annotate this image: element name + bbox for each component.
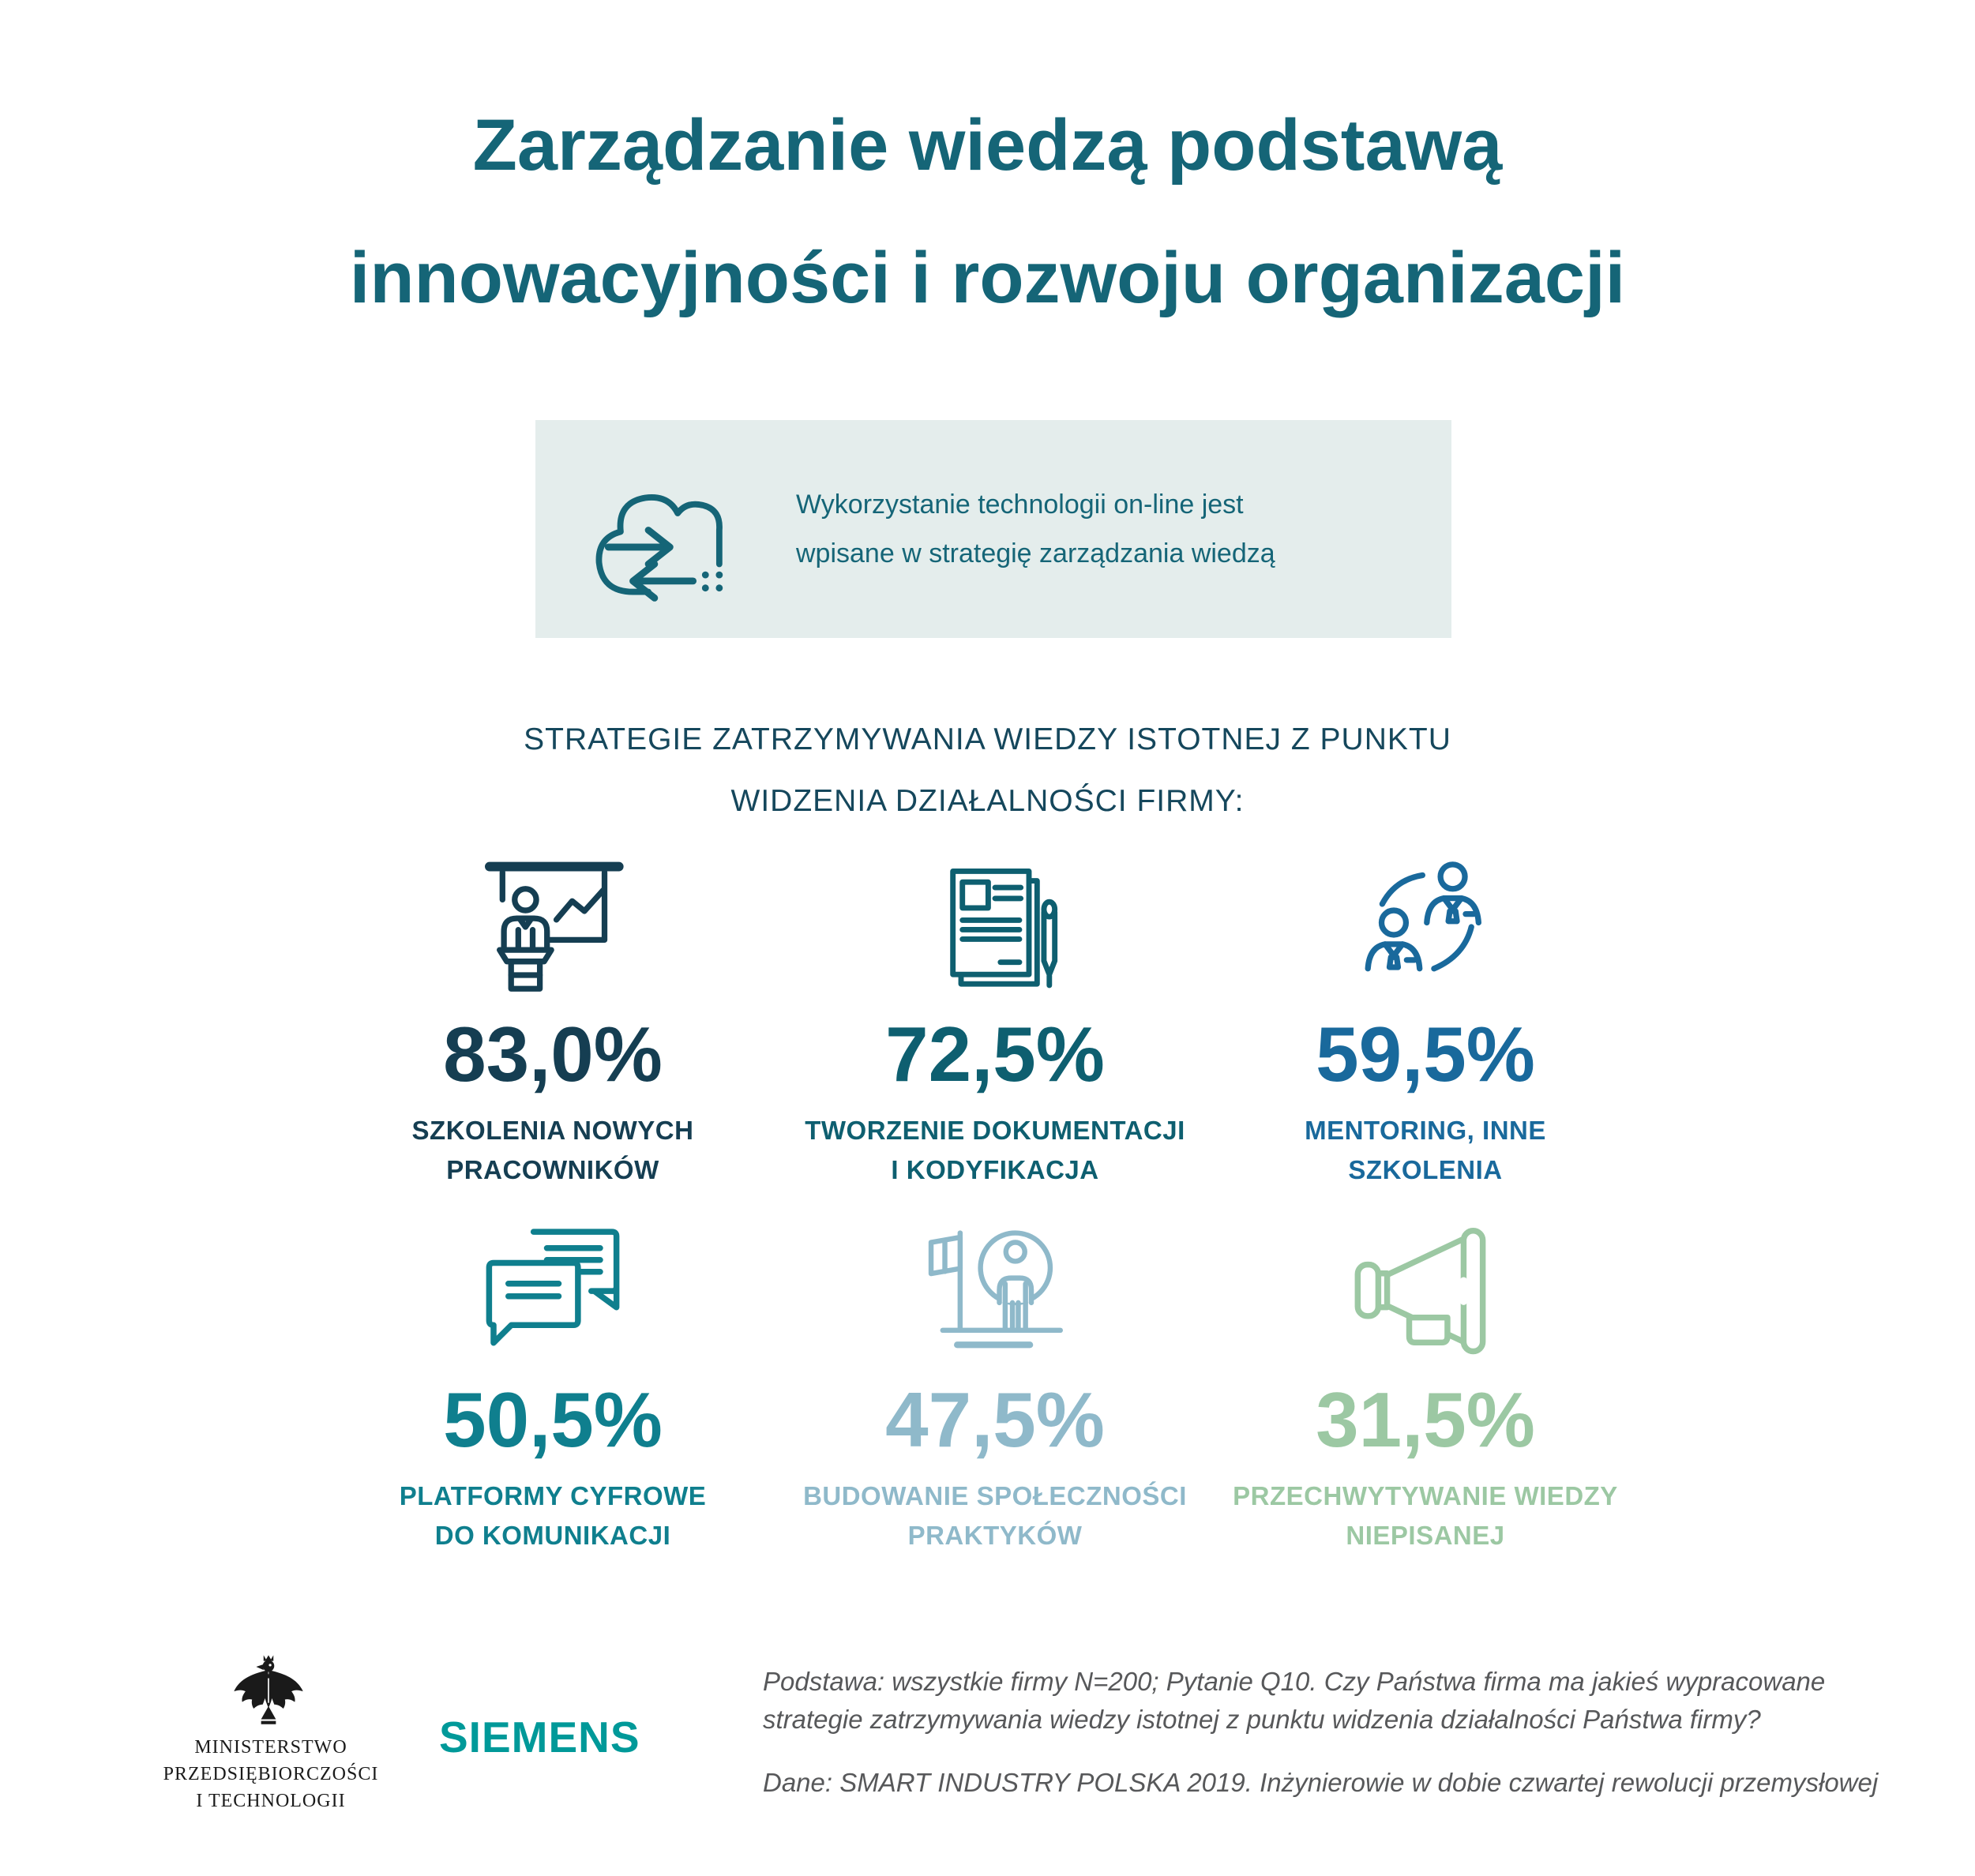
ministry-line3: I TECHNOLOGII: [196, 1791, 346, 1811]
page-title-line2: innowacyjności i rozwoju organizacji: [349, 238, 1626, 318]
stat-value: 59,5%: [1316, 1011, 1535, 1097]
cloud-transfer-icon: [535, 448, 796, 610]
highlight-box-line2: wpisane w strategię zarządzania wiedzą: [796, 538, 1275, 568]
chat-bubbles-icon: [332, 1214, 774, 1371]
page-title-line1: Zarządzanie wiedzą podstawą: [472, 105, 1503, 186]
highlight-box: [535, 420, 1451, 638]
stat-budowanie-spolecznosci: [774, 1214, 1216, 1555]
stat-value: 50,5%: [443, 1376, 663, 1463]
stat-label: MENTORING, INNE SZKOLENIA: [1305, 1116, 1546, 1184]
highlight-box-line1: Wykorzystanie technologii on-line jest: [796, 490, 1244, 520]
stat-label: PRZECHWYTYWANIE WIEDZY NIEPISANEJ: [1233, 1481, 1618, 1550]
stat-value: 72,5%: [885, 1011, 1105, 1097]
stat-value: 47,5%: [885, 1376, 1105, 1463]
stat-label: SZKOLENIA NOWYCH PRACOWNIKÓW: [411, 1116, 694, 1184]
section-header-line2: WIDZENIA DZIAŁALNOŚCI FIRMY:: [730, 784, 1245, 818]
section-header: [0, 709, 1975, 832]
stat-szkolenia-nowych-pracownikow: [332, 849, 774, 1190]
polish-eagle-emblem: [227, 1649, 310, 1728]
source-line3: Dane: SMART INDUSTRY POLSKA 2019. Inżynierowie w dobie czwartej rewolucji przemysłowej: [763, 1768, 1879, 1797]
ministry-line1: MINISTERSTWO: [194, 1737, 347, 1758]
stat-platformy-cyfrowe: [332, 1214, 774, 1555]
stat-label: TWORZENIE DOKUMENTACJI I KODYFIKACJA: [805, 1116, 1185, 1184]
stat-przechwytywanie-wiedzy: [1204, 1214, 1646, 1555]
siemens-logo: SIEMENS: [439, 1713, 640, 1762]
highlight-box-text: [796, 480, 1275, 578]
stat-tworzenie-dokumentacji: [774, 849, 1216, 1190]
source-line1: Podstawa: wszystkie firmy N=200; Pytanie Q10. Czy Państwa firma ma jakieś wypracowane: [763, 1667, 1826, 1696]
stat-label: BUDOWANIE SPOŁECZNOŚCI PRAKTYKÓW: [803, 1481, 1187, 1550]
megaphone-icon: [1204, 1214, 1646, 1371]
mentoring-icon: [1204, 849, 1646, 1005]
stat-label: PLATFORMY CYFROWE DO KOMUNIKACJI: [399, 1481, 707, 1550]
ministry-name: [125, 1734, 417, 1814]
page-title: [0, 79, 1975, 344]
stat-value: 31,5%: [1316, 1376, 1535, 1463]
document-pen-icon: [774, 849, 1216, 1005]
section-header-line1: STRATEGIE ZATRZYMYWANIA WIEDZY ISTOTNEJ Z PUNKTU: [524, 722, 1451, 756]
source-note: [763, 1663, 1884, 1802]
source-line2: strategie zatrzymywania wiedzy istotnej z punktu widzenia działalności Państwa firmy?: [763, 1705, 1761, 1734]
presentation-icon: [332, 849, 774, 1005]
stat-value: 83,0%: [443, 1011, 663, 1097]
flag-person-icon: [774, 1214, 1216, 1371]
stat-mentoring: [1204, 849, 1646, 1190]
ministry-line2: PRZEDSIĘBIORCZOŚCI: [163, 1764, 379, 1784]
